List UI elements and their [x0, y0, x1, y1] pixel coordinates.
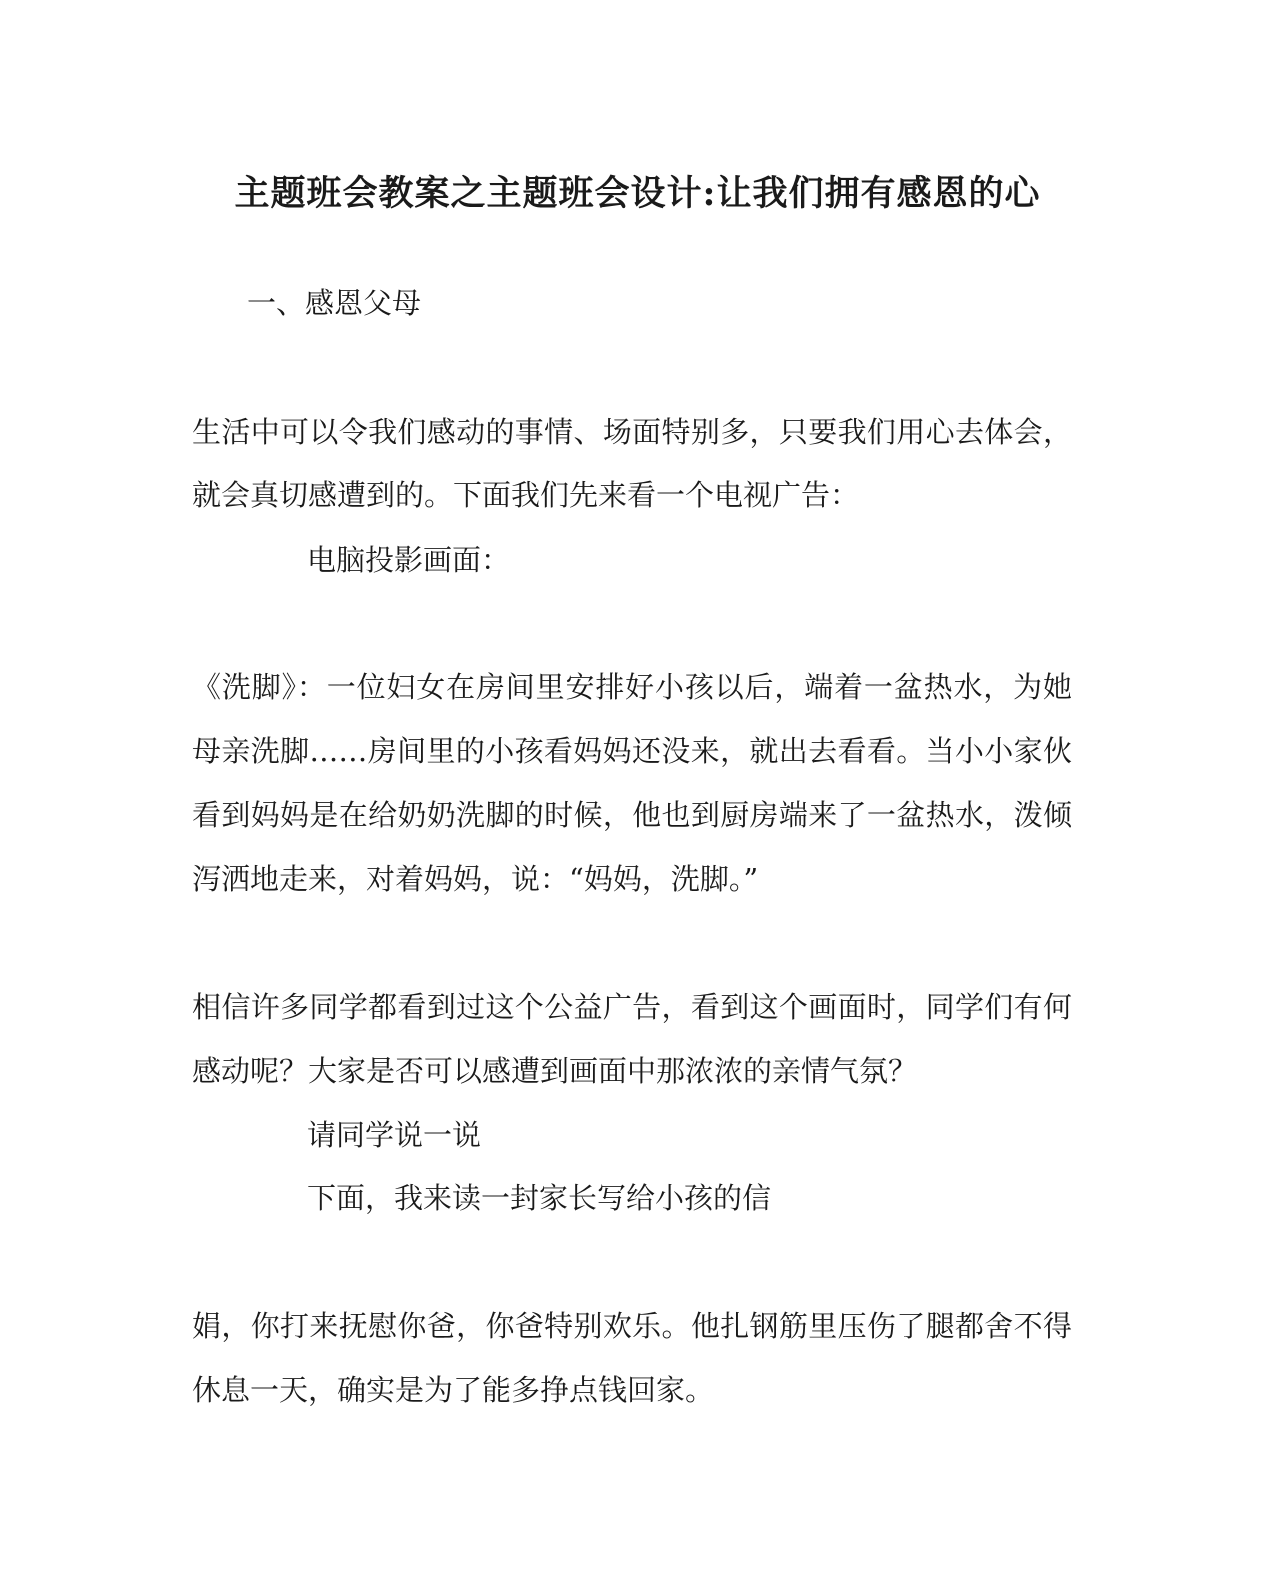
paragraph-line: 感动呢？大家是否可以感遭到画面中那浓浓的亲情气氛？	[192, 1054, 918, 1088]
paragraph-line: 看到妈妈是在给奶奶洗脚的时候，他也到厨房端来了一盆热水，泼倾	[192, 798, 1072, 832]
instruction-line: 请同学说一说	[307, 1118, 482, 1152]
paragraph-line: 生活中可以令我们感动的事情、场面特别多，只要我们用心去体会，	[192, 415, 1072, 449]
paragraph-line: 泻洒地走来，对着妈妈，说：“妈妈，洗脚。”	[192, 862, 759, 896]
paragraph-line: 相信许多同学都看到过这个公益广告，看到这个画面时，同学们有何	[192, 990, 1072, 1024]
instruction-line: 下面，我来读一封家长写给小孩的信	[307, 1181, 772, 1215]
projection-label: 电脑投影画面：	[307, 543, 511, 577]
paragraph-line: 母亲洗脚……房间里的小孩看妈妈还没来，就出去看看。当小小家伙	[192, 734, 1072, 768]
paragraph-line: 就会真切感遭到的。下面我们先来看一个电视广告：	[192, 478, 860, 512]
paragraph-line: 休息一天，确实是为了能多挣点钱回家。	[192, 1373, 715, 1407]
paragraph-line: 《洗脚》：一位妇女在房间里安排好小孩以后，端着一盆热水，为她	[192, 670, 1072, 704]
paragraph-line: 娟，你打来抚慰你爸，你爸特别欢乐。他扎钢筋里压伤了腿都舍不得	[192, 1309, 1072, 1343]
section-heading: 一、感恩父母	[247, 286, 422, 320]
document-title: 主题班会教案之主题班会设计:让我们拥有感恩的心	[234, 173, 1041, 214]
